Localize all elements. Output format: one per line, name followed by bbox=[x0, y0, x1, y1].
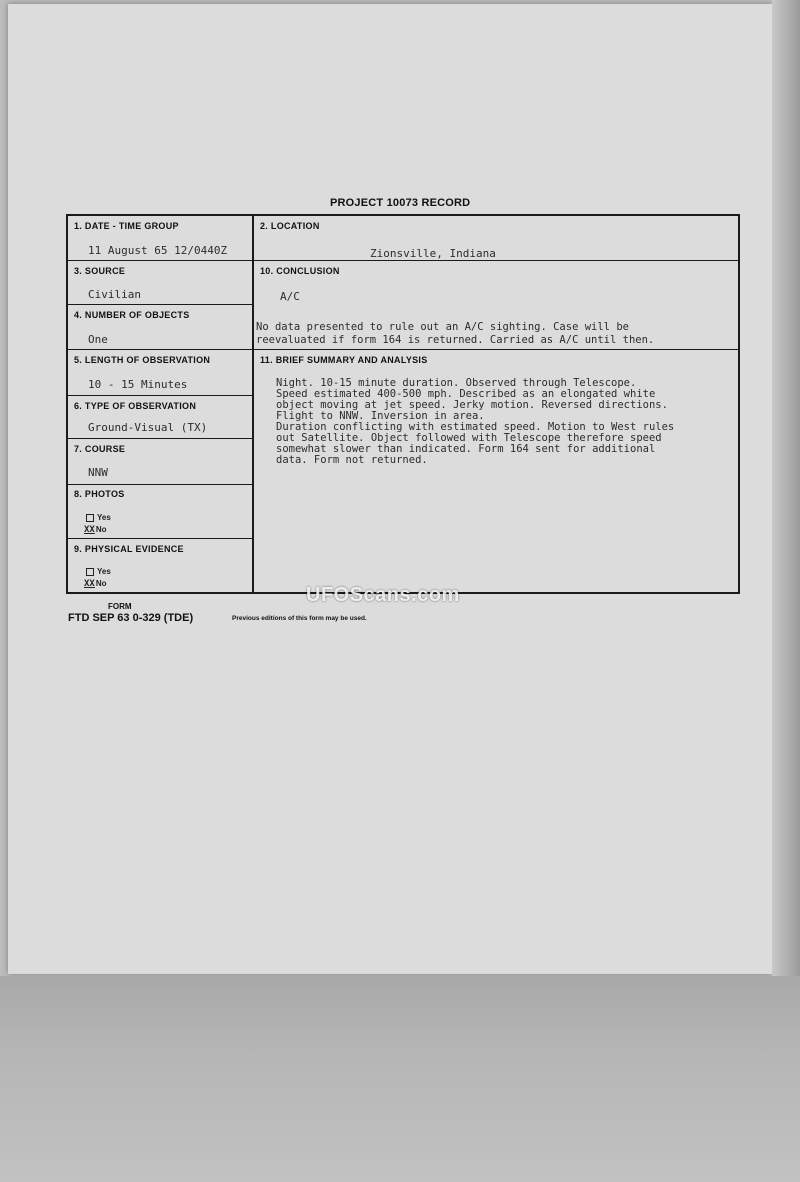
length-label: 5. LENGTH OF OBSERVATION bbox=[74, 355, 211, 365]
location-label: 2. LOCATION bbox=[260, 221, 320, 231]
source-value: Civilian bbox=[88, 288, 141, 301]
evidence-label: 9. PHYSICAL EVIDENCE bbox=[74, 544, 184, 554]
checkbox-icon bbox=[86, 514, 94, 522]
footer-form-code: FTD SEP 63 0-329 (TDE) bbox=[68, 612, 194, 624]
checkbox-icon bbox=[86, 568, 94, 576]
length-value: 10 - 15 Minutes bbox=[88, 378, 188, 391]
divider bbox=[68, 260, 252, 261]
objects-label: 4. NUMBER OF OBJECTS bbox=[74, 310, 190, 320]
conclusion-value: A/C bbox=[280, 290, 300, 303]
summary-line: Flight to NNW. Inversion in area. bbox=[276, 410, 485, 422]
conclusion-note-line-2: reevaluated if form 164 is returned. Carried as A/C until then. bbox=[256, 334, 655, 346]
divider bbox=[68, 395, 252, 396]
photos-yes-checkbox bbox=[86, 513, 111, 522]
conclusion-label: 10. CONCLUSION bbox=[260, 266, 340, 276]
summary-line: object moving at jet speed. Jerky motion. Reversed directions. bbox=[276, 399, 668, 411]
divider bbox=[254, 349, 738, 350]
evidence-no-checkbox bbox=[84, 579, 107, 589]
evidence-yes-checkbox bbox=[86, 567, 111, 576]
photos-no-label: No bbox=[95, 525, 107, 534]
column-divider bbox=[252, 216, 254, 592]
summary-line: out Satellite. Object followed with Telescope therefore speed bbox=[276, 432, 662, 444]
footer-form-word: FORM bbox=[108, 602, 132, 611]
scan-edge bbox=[772, 0, 800, 976]
photos-yes-label: Yes bbox=[97, 513, 111, 522]
course-value: NNW bbox=[88, 466, 108, 479]
summary-line: Night. 10-15 minute duration. Observed through Telescope. bbox=[276, 377, 637, 389]
divider bbox=[68, 349, 252, 350]
summary-label: 11. BRIEF SUMMARY AND ANALYSIS bbox=[260, 355, 428, 365]
scan-background bbox=[0, 976, 800, 1182]
divider bbox=[254, 260, 738, 261]
summary-line: Duration conflicting with estimated speed. Motion to West rules bbox=[276, 421, 675, 433]
divider bbox=[68, 438, 252, 439]
evidence-no-label: No bbox=[95, 579, 107, 588]
source-label: 3. SOURCE bbox=[74, 266, 126, 276]
conclusion-note-line-1: No data presented to rule out an A/C sighting. Case will be bbox=[256, 321, 629, 333]
photos-no-mark: XX bbox=[84, 525, 95, 535]
evidence-yes-label: Yes bbox=[97, 567, 111, 576]
photos-no-checkbox bbox=[84, 525, 107, 535]
divider bbox=[68, 538, 252, 539]
summary-line: somewhat slower than indicated. Form 164 sent for additional bbox=[276, 443, 656, 455]
date-value: 11 August 65 12/0440Z bbox=[88, 244, 228, 257]
divider bbox=[68, 484, 252, 485]
watermark: UFOScans.com bbox=[306, 584, 460, 606]
objects-value: One bbox=[88, 333, 108, 346]
summary-line: data. Form not returned. bbox=[276, 454, 428, 466]
record-title: PROJECT 10073 RECORD bbox=[330, 197, 471, 209]
divider bbox=[68, 304, 252, 305]
record-form bbox=[66, 214, 740, 594]
summary-line: Speed estimated 400-500 mph. Described as an elongated white bbox=[276, 388, 656, 400]
type-value: Ground-Visual (TX) bbox=[88, 421, 208, 434]
course-label: 7. COURSE bbox=[74, 444, 126, 454]
summary-text bbox=[276, 378, 756, 466]
evidence-no-mark: XX bbox=[84, 579, 95, 589]
type-label: 6. TYPE OF OBSERVATION bbox=[74, 401, 197, 411]
date-label: 1. DATE - TIME GROUP bbox=[74, 221, 179, 231]
location-value: Zionsville, Indiana bbox=[370, 247, 496, 260]
footer-note: Previous editions of this form may be used. bbox=[232, 615, 367, 622]
photos-label: 8. PHOTOS bbox=[74, 489, 125, 499]
